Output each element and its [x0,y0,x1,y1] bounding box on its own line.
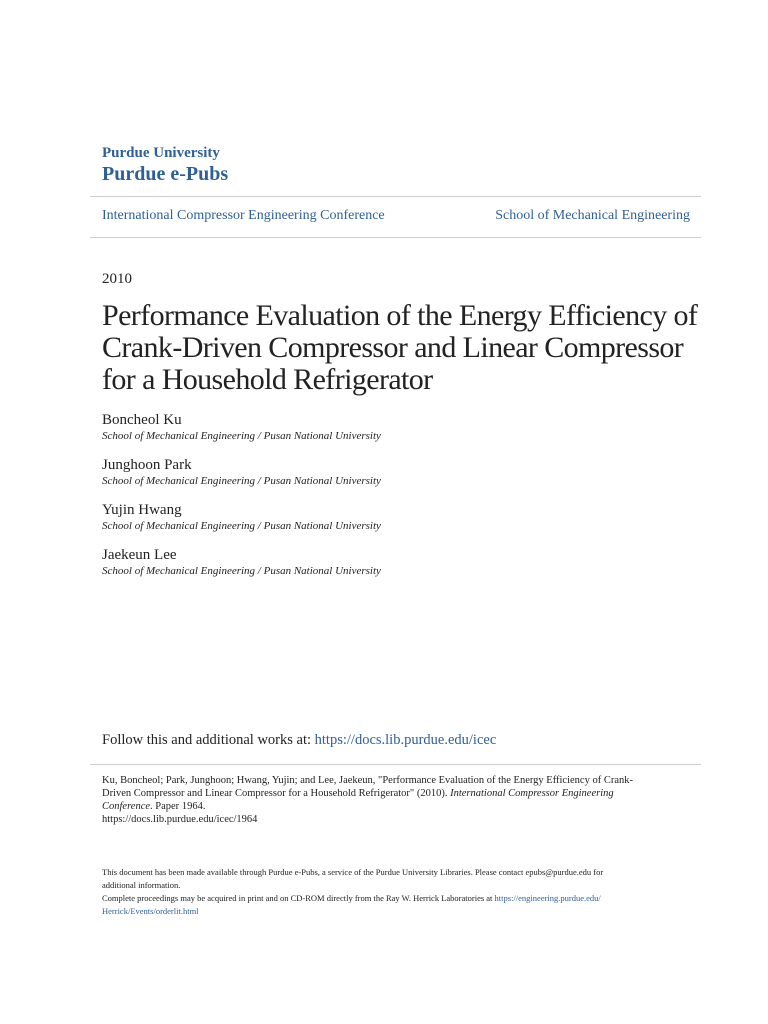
availability-notice [102,866,682,918]
author-entry [102,411,702,443]
repository-link[interactable]: Purdue e-Pubs [102,163,229,185]
conference-link[interactable]: International Compressor Engineering Conference [102,208,385,223]
author-affiliation: School of Mechanical Engineering / Pusan National University [102,565,381,577]
citation-line-1: Ku, Boncheol; Park, Junghoon; Hwang, Yujin; and Lee, Jaekeun, "Performance Evaluation of the Energy Efficiency of Crank-Driven [102,775,633,799]
title-line-3: for a Household Refrigerator [102,363,433,396]
institution-link[interactable]: Purdue University [102,145,220,161]
author-affiliation: School of Mechanical Engineering / Pusan National University [102,430,381,442]
author-entry [102,546,702,578]
author-name: Junghoon Park [102,457,192,473]
title-line-2: Crank-Driven Compressor and Linear Compressor [102,331,684,364]
follow-link[interactable]: https://docs.lib.purdue.edu/icec [314,732,497,748]
author-name: Boncheol Ku [102,412,182,428]
citation-paper: . Paper [150,801,180,812]
citation-url: https://docs.lib.purdue.edu/icec/1964 [102,814,258,825]
author-entry [102,501,702,533]
citation-number: 1964. [181,801,206,812]
notice-line-1: This document has been made available through Purdue e-Pubs, a service of the Purdue University Libraries. Please contact epubs@purdue.edu for [102,867,604,877]
author-affiliation: School of Mechanical Engineering / Pusan National University [102,520,381,532]
author-name: Yujin Hwang [102,502,182,518]
author-list [102,411,702,591]
herrick-link[interactable]: https://engineering.purdue.edu/ [494,893,601,903]
author-name: Jaekeun Lee [102,547,177,563]
notice-line-3: Complete proceedings may be acquired in print and on CD-ROM directly from the Ray W. Herrick Laboratories at [102,893,495,903]
collection-nav [102,207,690,225]
school-link[interactable]: School of Mechanical Engineering [495,208,690,223]
title-line-1: Performance Evaluation of the Energy Efficiency of [102,299,698,332]
follow-line [102,731,496,749]
paper-title [102,300,702,396]
herrick-link-cont[interactable]: Herrick/Events/orderlit.html [102,906,199,916]
citation-venue: International Compressor Engineering Conference [102,788,614,812]
repository-header [102,145,702,186]
citation-line-2: Compressor and Linear Compressor for a Household Refrigerator" (2010). [133,788,451,799]
citation-block [102,774,662,826]
notice-line-2: additional information. [102,880,181,890]
author-affiliation: School of Mechanical Engineering / Pusan National University [102,475,381,487]
divider-top [90,196,701,197]
follow-text: Follow this and additional works at: [102,732,315,748]
divider-nav [90,237,701,238]
divider-citation [90,764,701,765]
author-entry [102,456,702,488]
publication-year: 2010 [102,271,132,287]
